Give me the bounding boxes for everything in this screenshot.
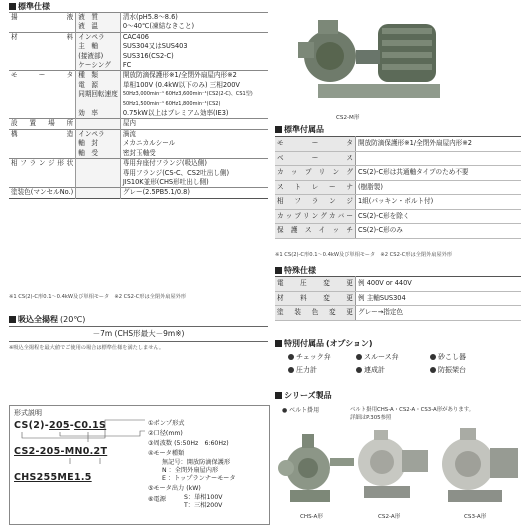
bullet-icon [288,367,294,373]
model-note: 無記号：開放防滴保護形 [162,459,231,466]
heading-text: 標準付属品 [284,125,324,134]
special-spec-row-value: 例 主軸SUS304 [356,291,522,306]
accessory-row [275,195,521,210]
spec-cat: 塗装色(マンセルNo.) [9,188,76,198]
accessory-row-label: ストレーナ [275,180,356,195]
special-spec-row-label: 電圧変更 [275,277,356,292]
option-label: 連成計 [364,366,385,374]
model-note: ⑥電源 [148,496,166,503]
spec-sub: 電 源 [76,81,121,90]
code-part: 0.1 [81,420,100,431]
option-item [288,365,317,375]
model-note: ④モータ種類 [148,450,185,457]
series-caption-cs3-a: CS3-A形 [464,514,487,520]
accessory-row [275,166,521,181]
spec-cat: 揚 液 [9,13,76,23]
model-note: ②口径(mm) [148,430,183,437]
spec-sub: 軸 封 [76,139,121,148]
spec-val: JIS10K並形(CHS形吐出し側) [122,177,209,186]
accessory-row-value [356,151,522,166]
option-item [288,352,331,362]
heading-text: シリーズ製品 [284,391,332,400]
section-marker-icon [275,267,282,274]
spec-cat [9,149,76,159]
spec-cat: 構 造 [9,129,76,139]
spec-cat [9,169,76,178]
accessory-row [275,209,521,224]
spec-val: 密封玉軸受 [122,148,156,157]
spec-cat [9,81,76,90]
section-marker-icon [275,126,282,133]
spec-row [9,139,268,148]
spec-row [9,119,268,129]
code-part: 205 [49,420,70,431]
spec-val: 50Hz1,500min⁻¹ 60Hz1,800min⁻¹(CS2) [122,100,221,107]
spec-row [9,149,268,159]
model-title: 形式説明 [14,409,42,417]
accessories-footnote: ※1 CS(2)-C形0.1～0.4kW及び単相モータ ※2 CS2-C形は全閉外扇屋外形 [275,252,453,258]
spec-cat: モータ [9,71,76,81]
spec-sub [76,178,121,188]
model-note: ⑤モータ出力 (kW) [148,485,201,492]
model-note: E ：トップランナーモータ [162,475,236,482]
spec-val: メカニカルシール [122,139,176,148]
spec-sub: 効 率 [76,109,121,119]
model-note: ③周波数 (5:50Hz 6:60Hz) [148,440,229,447]
spec-sub: (接液部) [76,52,121,61]
spec-sub: 主 軸 [76,42,121,51]
spec-row [9,81,268,90]
bullet-icon [356,367,362,373]
special-spec-row-label: 塗装色変更 [275,306,356,321]
code-part: C [74,420,82,431]
spec-row [9,22,268,32]
model-explanation-box [9,405,270,525]
spec-cat [9,178,76,188]
model-code-3: CHS255ME1.5 [14,472,92,483]
option-item [430,365,466,375]
accessory-row-label: カップリング [275,166,356,181]
photo-caption: CS2-M形 [336,115,360,121]
special-spec-row-value: グレー→指定色 [356,306,522,321]
spec-row [9,169,268,178]
spec-val: FC [122,61,132,70]
spec-row [9,13,268,23]
accessory-row-value: CS(2)-C形は共通軸タイプのため不要 [356,166,522,181]
heading-suffix: (オプション) [326,339,373,348]
spec-sub [76,119,121,129]
special-accessories-heading [275,338,373,349]
spec-val: 専用弁座付フランジ(吸込側) [120,159,268,169]
accessory-row [275,137,521,152]
special-spec-row [275,291,521,306]
accessory-row-value: CS(2)-C形を除く [356,209,522,224]
spec-sub: インペラ [76,32,121,42]
spec-val: 0.75kW以上はプレミアム効率(IE3) [122,109,229,118]
spec-row [9,159,268,169]
spec-row [9,109,268,119]
spec-cat [9,139,76,148]
spec-sub [76,188,121,198]
pump-photo-cs3-a [436,420,524,508]
spec-sub [76,169,121,178]
suction-heading [9,314,85,325]
spec-val: 50Hz3,000min⁻¹ 60Hz3,600min⁻¹(CS2(2-C)、CS1型) [122,91,253,98]
special-spec-row [275,306,521,321]
pump-photo-cs2-a [354,420,434,508]
option-item [356,365,385,375]
section-marker-icon [9,3,16,10]
suction-value: －7m (CHS形最大－9m※) [9,326,268,342]
special-spec-heading [275,265,316,276]
spec-row [9,42,268,51]
code-part: - [69,420,75,431]
spec-cat [9,109,76,119]
heading-text: 特殊仕様 [284,266,316,275]
accessory-row-value: (樹脂製) [356,180,522,195]
option-label: 圧力計 [296,366,317,374]
code-part: S [99,420,107,431]
accessory-row-label: ベ ー ス [275,151,356,166]
heading-unit: (20℃) [60,315,86,324]
heading-text: 吸込全揚程 [18,315,58,324]
heading-text: 特別付属品 [284,339,324,348]
section-marker-icon [275,392,282,399]
spec-cat: 相フランジ形状 [9,159,76,169]
model-note: ①ポンプ形式 [148,420,185,427]
series-caption-cs2-a: CS2-A形 [378,514,401,520]
accessory-row-label: モ ー タ [275,137,356,152]
standard-accessories-heading [275,124,324,135]
spec-row [9,178,268,188]
bullet-icon [430,354,436,360]
model-note: N ：全閉外扇屋内形 [162,467,219,474]
pump-photo-cs2m [278,6,450,104]
code-part: CS [14,420,29,431]
spec-cat [9,42,76,51]
spec-row [9,90,268,99]
model-code-2: CS2-205-MN0.2T [14,446,108,457]
spec-cat [9,100,76,109]
accessory-row [275,151,521,166]
spec-val: 0～40℃(凍結なきこと) [122,22,195,31]
spec-val: 清水(pH5.8～8.6) [120,13,268,23]
option-label: 防振架台 [438,366,466,374]
bullet-icon [430,367,436,373]
accessory-row-label: カップリングカバー [275,209,356,224]
spec-footnote: ※1 CS(2)-C形0.1～0.4kW及び単相モータ ※2 CS2-C形は全閉外扇屋外形 [9,294,187,300]
series-heading [275,390,332,401]
standard-spec-table [9,12,268,199]
option-item [430,352,466,362]
model-leader-lines [10,406,269,524]
accessory-row-label: 保護スイッチ [275,224,356,239]
spec-cat [9,61,76,71]
accessory-row-value: 1組(パッキン・ボルト付) [356,195,522,210]
spec-cat: 設 置 場 所 [9,119,76,129]
spec-sub: ケーシング [76,61,121,71]
code-part: (2) [28,420,45,431]
section-marker-icon [275,340,282,347]
spec-cat: 材 料 [9,32,76,42]
spec-sub: 種 類 [76,71,121,81]
special-spec-table [275,276,521,321]
spec-sub [76,159,121,169]
spec-val: 専用フランジ(CS-C、CS2吐出し側) [122,168,230,177]
spec-val: 屋内 [120,119,268,129]
model-note: T：三相200V [184,502,223,509]
code-part: - [44,420,50,431]
spec-cat [9,22,76,32]
section-marker-icon [9,316,16,323]
special-spec-row [275,277,521,292]
accessory-row-label: 相フランジ [275,195,356,210]
spec-sub: 同期回転速度 [76,90,121,99]
accessory-row [275,224,521,239]
spec-row [9,100,268,109]
spec-cat [9,52,76,61]
series-belt-note: ベルト掛用CHS-A・CS2-A・CS3-A形があります。 [350,407,475,413]
special-spec-row-label: 材料変更 [275,291,356,306]
accessories-table [275,136,521,239]
spec-sub [76,100,121,109]
standard-spec-heading [9,1,50,12]
series-belt-ref: 詳細はP.305参照 [350,415,392,421]
model-note: S：単相100V [184,494,223,501]
special-spec-row-value: 例 400V or 440V [356,277,522,292]
spec-sub: 液 温 [76,22,121,32]
option-label: チェック弁 [296,353,331,361]
spec-row [9,129,268,139]
spec-row [9,188,268,198]
spec-val: CAC406 [120,32,268,42]
spec-val: SUS316(CS2-C) [122,51,174,60]
bullet-icon [356,354,362,360]
heading-text: 標準仕様 [18,2,50,11]
bullet-icon [288,354,294,360]
spec-row [9,61,268,71]
spec-val: 単相100V (0.4kW以下のみ) 三相200V [122,80,240,89]
spec-row [9,32,268,42]
spec-val: 開放防滴保護形※1/全閉外扇屋内形※2 [120,71,268,81]
spec-val: グレー(2.5PB5.1/0.8) [120,188,268,198]
option-label: 砂こし器 [438,353,466,361]
pump-photo-chs-a [276,420,356,508]
spec-sub: 液 質 [76,13,121,23]
spec-row [9,71,268,81]
spec-sub: インペラ [76,129,121,139]
spec-val: 渦流 [120,129,268,139]
suction-footnote: ※吸込全揚程を最大値でご使用の場合は標準仕様を満たしません。 [9,345,165,351]
series-belt-label: ● ベルト掛用 [282,407,320,414]
series-caption-chs-a: CHS-A形 [300,514,323,520]
option-label: スルース弁 [364,353,399,361]
spec-val: SUS304又はSUS403 [122,42,188,51]
accessory-row-value: 開放防滴保護形※1/全閉外扇屋内形※2 [356,137,522,152]
accessory-row-value: CS(2)-C形のみ [356,224,522,239]
spec-cat [9,90,76,99]
accessory-row [275,180,521,195]
spec-row [9,52,268,61]
spec-sub: 軸 受 [76,149,121,159]
option-item [356,352,399,362]
